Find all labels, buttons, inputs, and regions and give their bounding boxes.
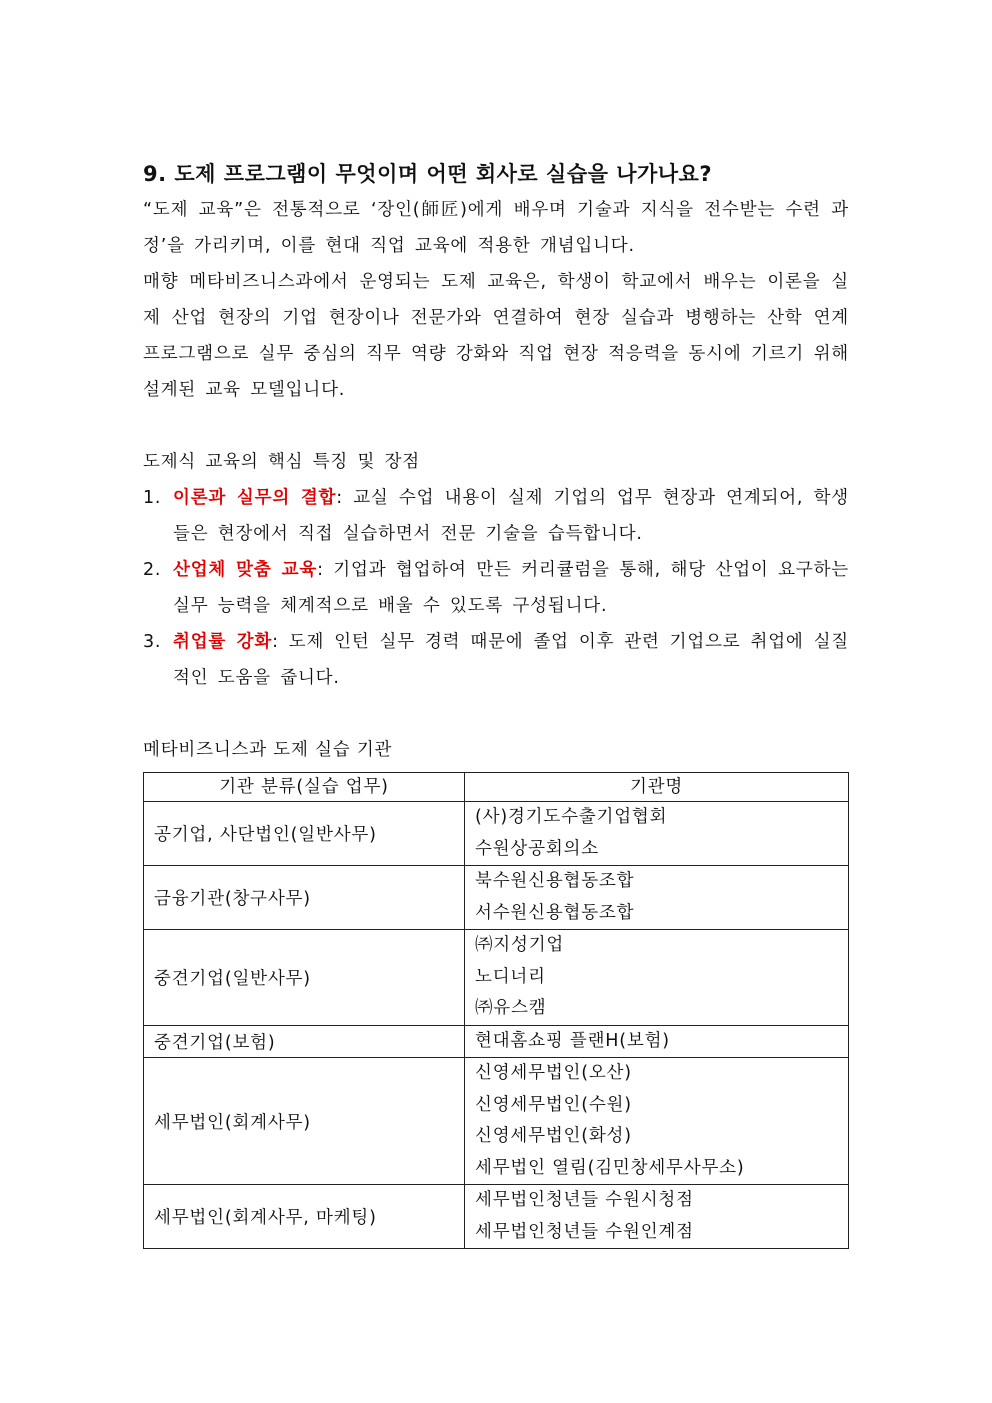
category-cell: 금융기관(창구사무) (144, 866, 465, 930)
feature-item (143, 624, 849, 696)
table-title: 메타비즈니스과 도제 실습 기관 (143, 740, 393, 760)
category-cell: 공기업, 사단법인(일반사무) (144, 802, 465, 866)
table-row (144, 930, 849, 1026)
names-cell (465, 1058, 849, 1185)
feature-item (143, 552, 849, 624)
institution-name: 신영세무법인(수원) (475, 1094, 632, 1115)
institutions-table (143, 772, 849, 1249)
feature-number: 1. (143, 488, 162, 508)
institution-name: 세무법인 열림(김민창세무사무소) (475, 1157, 745, 1178)
feature-text: : 도제 인턴 실무 경력 때문에 졸업 이후 관련 기업으로 취업에 실질적인 도움을 줍니다. (173, 632, 850, 688)
institution-name: 세무법인청년들 수원시청점 (475, 1190, 694, 1210)
feature-number: 2. (143, 560, 162, 580)
feature-highlight: 취업률 강화 (173, 632, 273, 652)
names-cell (465, 1185, 849, 1249)
names-cell (465, 1025, 849, 1058)
document-page (143, 158, 849, 1249)
feature-item (143, 480, 849, 552)
features-title: 도제식 교육의 핵심 특징 및 장점 (143, 452, 420, 472)
category-cell: 세무법인(회계사무, 마케팅) (144, 1185, 465, 1249)
institution-name: 신영세무법인(화성) (475, 1126, 632, 1146)
institution-name: 세무법인청년들 수원인계점 (475, 1221, 694, 1242)
feature-highlight: 산업체 맞춤 교육 (173, 560, 318, 580)
table-row (144, 1185, 849, 1249)
header-category: 기관 분류(실습 업무) (144, 773, 465, 802)
question-heading: 9. 도제 프로그램이 무엇이며 어떤 회사로 실습을 나가나요? (143, 162, 713, 186)
names-cell (465, 930, 849, 1026)
institution-name: 현대홈쇼핑 플랜H(보험) (475, 1030, 670, 1051)
category-cell: 중견기업(일반사무) (144, 930, 465, 1026)
table-row (144, 866, 849, 930)
names-cell (465, 802, 849, 866)
table-header-row (144, 773, 849, 802)
institution-name: 노디너리 (475, 966, 546, 987)
institution-name: 신영세무법인(오산) (475, 1063, 632, 1083)
feature-number: 3. (143, 632, 162, 652)
section-gap (143, 696, 849, 732)
header-names: 기관명 (465, 773, 849, 802)
institution-name: (사)경기도수출기업협회 (475, 807, 668, 827)
institution-name: 수원상공회의소 (475, 838, 599, 859)
table-row (144, 1025, 849, 1058)
institution-name: 북수원신용협동조합 (475, 871, 635, 891)
names-cell (465, 866, 849, 930)
category-cell: 중견기업(보험) (144, 1025, 465, 1058)
table-row (144, 802, 849, 866)
category-cell: 세무법인(회계사무) (144, 1058, 465, 1185)
section-gap (143, 408, 849, 444)
intro-paragraph-1: “도제 교육”은 전통적으로 ‘장인(師匠)에게 배우며 기술과 지식을 전수받는 수련 과정’을 가리키며, 이를 현대 직업 교육에 적용한 개념입니다. (143, 200, 849, 256)
institution-name: 서수원신용협동조합 (475, 902, 635, 923)
feature-text: : 기업과 협업하여 만든 커리큘럼을 통해, 해당 산업이 요구하는 실무 능력을 체계적으로 배울 수 있도록 구성됩니다. (173, 560, 849, 616)
features-list (143, 480, 849, 696)
institution-name: ㈜지성기업 (475, 935, 565, 955)
table-row (144, 1058, 849, 1185)
intro-paragraph-2: 매향 메타비즈니스과에서 운영되는 도제 교육은, 학생이 학교에서 배우는 이론을 실제 산업 현장의 기업 현장이나 전문가와 연결하여 현장 실습과 병행하는 산학 연계 프로그램으로 실무 중심의 직무 역량 강화와 직업 현장 적응력을 동시에 기르기 위해 설계된 교육 모델입니다. (143, 272, 849, 400)
institution-name: ㈜유스캠 (475, 998, 547, 1018)
feature-highlight: 이론과 실무의 결합 (173, 488, 337, 508)
feature-text: : 교실 수업 내용이 실제 기업의 업무 현장과 연계되어, 학생들은 현장에서 직접 실습하면서 전문 기술을 습득합니다. (173, 488, 849, 544)
